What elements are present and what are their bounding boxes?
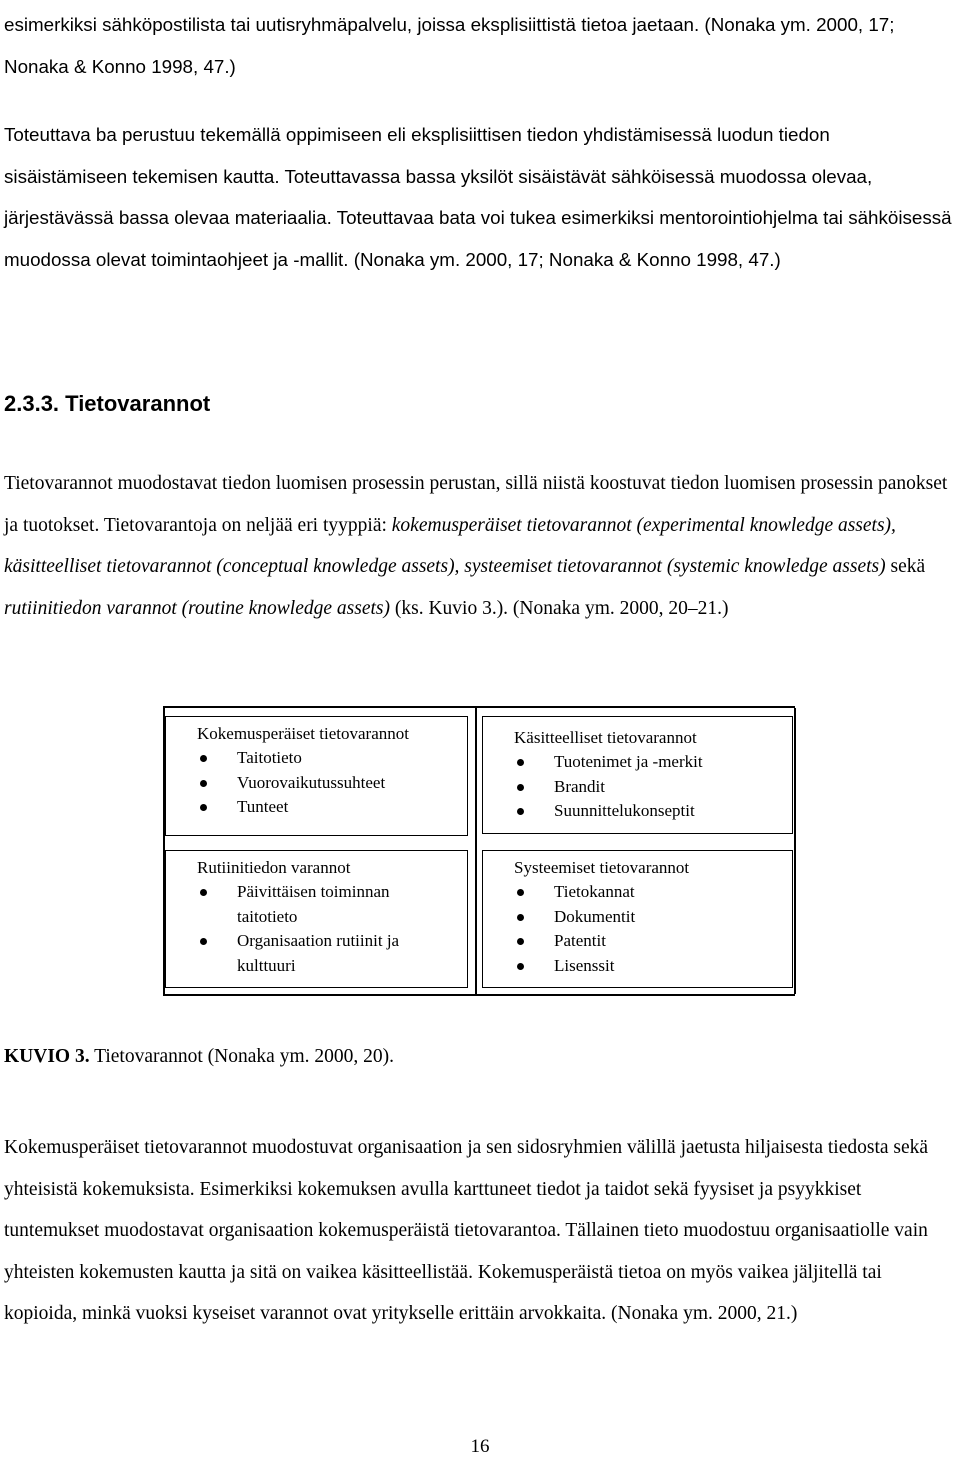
paragraph-experiential-assets: Kokemusperäiset tietovarannot muodostuvat organisaation ja sen sidosryhmien välillä jaetusta hiljaisesta tiedosta sekä yhteisistä kokemuksista. Esimerkiksi kokemuksen avulla karttuneet tiedot ja taidot sekä fyysiset ja psyykkiset tuntemukset muodostavat organisaation kokemusperäistä tietovarantoa. Tällainen tieto muodostuu organisaatiolle vain yhteisten kokemusten kautta ja sitä on vaikea käsitteellistää. Kokemusperäistä tietoa on myös vaikea jäljitellä tai kopioida, minkä vuoksi kyseiset varannot ovat yritykselle erittäin arvokkaita. (Nonaka ym. 2000, 21.): [4, 1137, 929, 1324]
paragraph-text-start: Tietovarannot muodostavat tiedon luomisen prosessin perustan, sillä niistä koostuvat tiedon luomisen prosessin panokset ja tuotokset.: [4, 473, 948, 536]
list-item: [517, 750, 784, 775]
cell-title: Käsitteelliset tietovarannot: [514, 728, 697, 747]
knowledge-assets-figure: [163, 706, 795, 996]
list-item-text: Taitotieto: [237, 748, 302, 767]
bullet-icon: [517, 889, 524, 896]
list-item: [517, 775, 784, 800]
list-item-text: Tunteet: [237, 797, 289, 816]
list-item: [200, 746, 459, 771]
paragraph-tietovarannot: [4, 463, 956, 629]
page-number: 16: [470, 1436, 490, 1457]
figure-caption: [4, 1046, 394, 1068]
cell-list: [517, 750, 784, 824]
list-item: [517, 905, 784, 930]
cell-conceptual-assets: [482, 716, 793, 834]
list-item-text: Dokumentit: [554, 906, 636, 926]
paragraph-text-end: (ks. Kuvio 3.). (Nonaka ym. 2000, 20–21.): [389, 597, 729, 619]
list-item: [200, 771, 459, 796]
paragraph-toteuttava-ba: Toteuttava ba perustuu tekemällä oppimiseen eli eksplisiittisen tiedon yhdistämisessä luodun tiedon sisäistämiseen tekemisen kautta. Toteuttavassa bassa yksilöt sisäistävät sähköisessä muodossa olevaa, järjestävässä bassa olevaa materiaalia. Toteuttavaa bata voi tukea esimerkiksi mentorointiohjelma tai sähköisessä muodossa olevat toimintaohjeet ja -mallit. (Nonaka ym. 2000, 17; Nonaka & Konno 1998, 47.): [4, 124, 952, 270]
list-item: [517, 799, 784, 824]
caption-text: Tietovarannot (Nonaka ym. 2000, 20).: [89, 1046, 394, 1067]
bullet-icon: [200, 889, 207, 896]
paragraph-text-mid: Tietovarantoja on neljää eri tyyppiä:: [99, 514, 392, 536]
list-item-text: Vuorovaikutussuhteet: [237, 772, 386, 792]
list-item: [200, 795, 459, 820]
cell-systemic-assets: [482, 850, 793, 988]
figure-divider: [475, 708, 477, 994]
section-heading: 2.3.3. Tietovarannot: [4, 391, 211, 416]
cell-title: Kokemusperäiset tietovarannot: [197, 724, 409, 743]
list-item: [200, 880, 459, 929]
list-item: [517, 880, 784, 905]
term-routine-italic: rutiinitiedon varannot (routine knowledge assets): [4, 597, 390, 619]
list-item-text: Päivittäisen toiminnan taitotieto: [237, 882, 390, 926]
caption-label: KUVIO 3.: [4, 1046, 90, 1067]
cell-list: [200, 746, 459, 820]
bullet-icon: [200, 780, 207, 787]
bullet-icon: [200, 804, 207, 811]
cell-title: Rutiinitiedon varannot: [197, 858, 351, 877]
list-item: [517, 929, 784, 954]
bullet-icon: [517, 914, 524, 921]
bullet-icon: [200, 938, 207, 945]
bullet-icon: [200, 755, 207, 762]
bullet-icon: [517, 938, 524, 945]
cell-title: Systeemiset tietovarannot: [514, 858, 690, 877]
bullet-icon: [517, 784, 524, 791]
bullet-icon: [517, 759, 524, 766]
list-item-text: Tietokannat: [554, 882, 635, 901]
bullet-icon: [517, 808, 524, 815]
cell-list: [517, 880, 784, 978]
term-list-italic: kokemusperäiset tietovarannot (experimental knowledge assets), käsitteelliset tietovarannot (conceptual knowledge assets), systeemiset tietovarannot (systemic knowledge assets): [4, 514, 896, 577]
list-item-text: Organisaation rutiinit ja kulttuuri: [237, 931, 400, 975]
list-item-text: Patentit: [554, 931, 606, 950]
bullet-icon: [517, 963, 524, 970]
list-item-text: Brandit: [554, 776, 605, 796]
list-item-text: Tuotenimet ja -merkit: [554, 752, 703, 771]
cell-list: [200, 880, 459, 978]
list-item-text: Lisenssit: [554, 955, 615, 975]
cell-routine-assets: [165, 850, 468, 988]
list-item: [200, 929, 459, 978]
paragraph-text-and: sekä: [885, 556, 926, 577]
list-item: [517, 954, 784, 979]
paragraph-intro-end: esimerkiksi sähköpostilista tai uutisryhmäpalvelu, joissa eksplisiittistä tietoa jaetaan. (Nonaka ym. 2000, 17; Nonaka & Konno 1998, 47.): [4, 14, 895, 77]
list-item-text: Suunnittelukonseptit: [554, 801, 695, 820]
figure-border-right: [794, 708, 796, 994]
cell-experiential-assets: [165, 716, 468, 836]
